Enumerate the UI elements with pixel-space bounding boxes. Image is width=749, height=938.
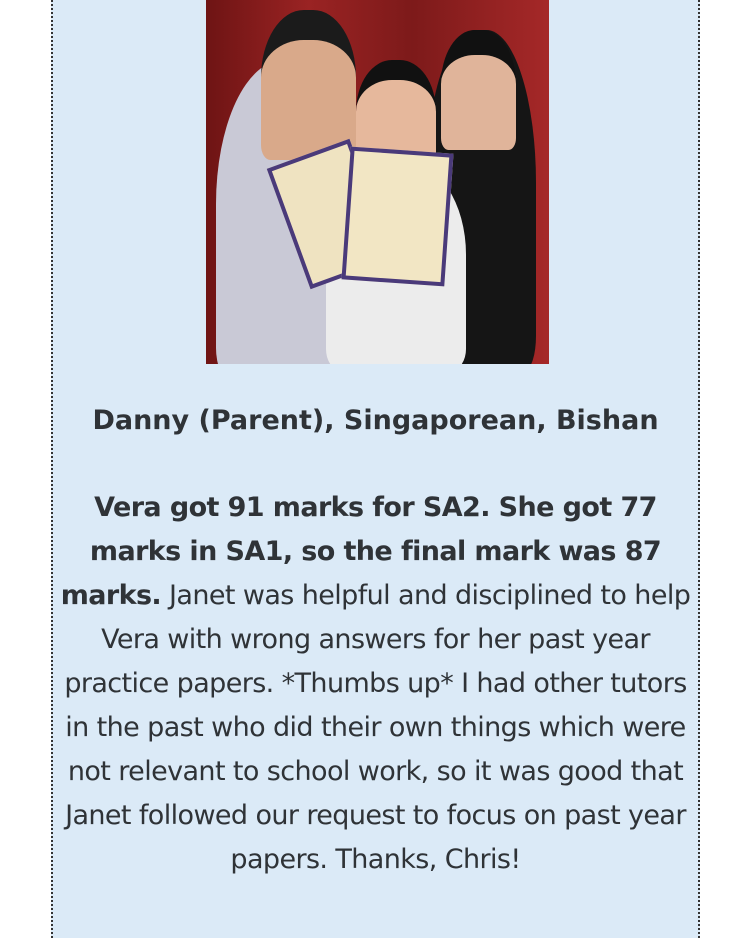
family-photo (206, 0, 549, 364)
testimonial-author: Danny (Parent), Singaporean, Bishan (92, 405, 659, 436)
testimonial-body (53, 486, 698, 882)
testimonial-text: Janet was helpful and disciplined to help Vera with wrong answers for her past year practice papers. *Thumbs up* I had other tutors in the past who did their own things which were not relevant to school work, so it was good that Janet followed our request to focus on past year papers. Thanks, Chris! (64, 580, 691, 875)
testimonial-highlight: Vera got 91 marks for SA2. She got 77 marks in SA1, so the final mark was 87 marks. (60, 492, 662, 611)
testimonial-card (51, 0, 700, 938)
